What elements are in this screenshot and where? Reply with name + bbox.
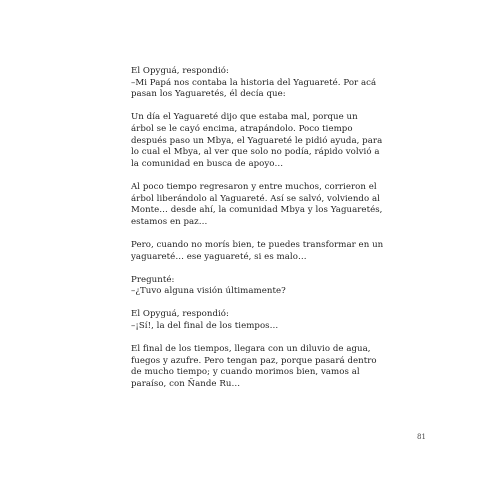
text-line: Pero, cuando no morís bien, te puedes transformar en un — [131, 239, 384, 250]
text-line: yaguareté… ese yaguareté, si es malo… — [131, 251, 307, 262]
text-line: estamos en paz… — [131, 216, 208, 227]
text-line: –Mi Papá nos contaba la historia del Yaguareté. Por acá — [131, 77, 377, 88]
paragraph — [131, 181, 383, 228]
text-line: después paso un Mbya, el Yaguareté le pidió ayuda, para — [131, 135, 383, 146]
page-number: 81 — [417, 433, 426, 441]
text-line: árbol se le cayó encima, atrapándolo. Poco tiempo — [131, 123, 353, 134]
paragraph — [131, 344, 377, 390]
text-line: fuegos y azufre. Pero tengan paz, porque pasará dentro — [131, 355, 377, 366]
body-text — [131, 66, 384, 402]
text-line: El Opyguá, respondió: — [131, 309, 229, 320]
paragraph — [131, 275, 371, 298]
text-line: Monte… desde ahí, la comunidad Mbya y los Yaguaretés, — [131, 205, 383, 216]
text-line: –¡Sí!, la del final de los tiempos… — [131, 321, 279, 332]
text-line: paraíso, con Ñande Ru… — [131, 379, 241, 390]
text-line: El final de los tiempos, llegara con un diluvio de agua, — [131, 344, 371, 355]
text-line: de mucho tiempo; y cuando morimos bien, vamos al — [131, 367, 360, 378]
text-line: la comunidad en busca de apoyo… — [131, 158, 284, 169]
text-line: Al poco tiempo regresaron y entre muchos, corrieron el — [131, 181, 377, 192]
paragraph — [131, 309, 371, 332]
paragraph — [131, 112, 383, 170]
paragraph — [131, 66, 377, 101]
text-line: Pregunté: — [131, 274, 175, 285]
text-line: lo cual el Mbya, al ver que solo no podía, rápido volvió a — [131, 147, 380, 158]
text-line: árbol liberándolo al Yaguareté. Así se salvó, volviendo al — [131, 193, 380, 204]
paragraph — [131, 239, 384, 263]
text-line: pasan los Yaguaretés, él decía que: — [131, 89, 286, 100]
text-line: Un día el Yaguareté dijo que estaba mal, porque un — [131, 112, 358, 123]
text-line: –¿Tuvo alguna visión últimamente? — [131, 286, 286, 297]
text-line: El Opyguá, respondió: — [131, 66, 229, 76]
